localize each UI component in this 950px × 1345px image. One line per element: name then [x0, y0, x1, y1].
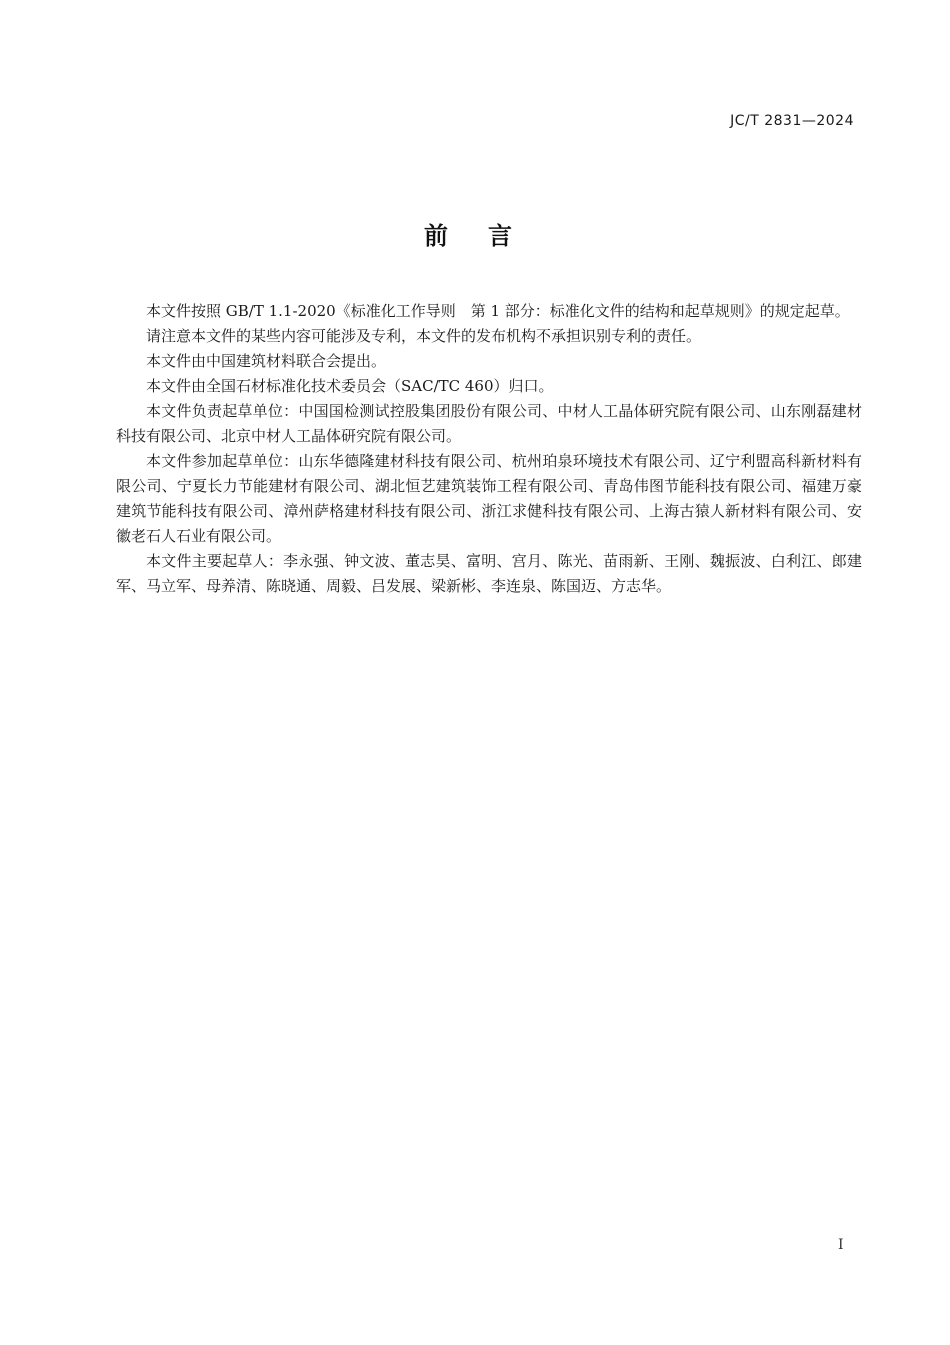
paragraph-participating-units: 本文件参加起草单位：山东华德隆建材科技有限公司、杭州珀泉环境技术有限公司、辽宁利盟高科新材料有限公司、宁夏长力节能建材有限公司、湖北恒艺建筑装饰工程有限公司、青岛伟图节能科技有限公司、福建万豪建筑节能科技有限公司、漳州萨格建材科技有限公司、浙江求健科技有限公司、上海古猿人新材料有限公司、安徽老石人石业有限公司。 — [116, 452, 862, 545]
foreword-body — [116, 299, 862, 599]
paragraph-patent-notice: 请注意本文件的某些内容可能涉及专利，本文件的发布机构不承担识别专利的责任。 — [146, 327, 702, 345]
document-code: JC/T 2831—2024 — [730, 113, 854, 129]
paragraph-proposer: 本文件由中国建筑材料联合会提出。 — [146, 352, 387, 370]
paragraph-drafting-rules: 本文件按照 GB/T 1.1-2020《标准化工作导则 第 1 部分：标准化文件的结构和起草规则》的规定起草。 — [146, 302, 850, 320]
paragraph-main-drafters: 本文件主要起草人：李永强、钟文波、董志昊、富明、宫月、陈光、苗雨新、王刚、魏振波、白利江、郎建军、马立军、母养清、陈晓通、周毅、吕发展、梁新彬、李连泉、陈国迈、方志华。 — [116, 552, 862, 595]
page-title: 前言 — [424, 222, 552, 250]
page-number: I — [838, 1237, 844, 1253]
paragraph-lead-drafting-units: 本文件负责起草单位：中国国检测试控股集团股份有限公司、中材人工晶体研究院有限公司、山东刚磊建材科技有限公司、北京中材人工晶体研究院有限公司。 — [116, 402, 862, 445]
paragraph-technical-committee: 本文件由全国石材标准化技术委员会（SAC/TC 460）归口。 — [146, 377, 554, 395]
